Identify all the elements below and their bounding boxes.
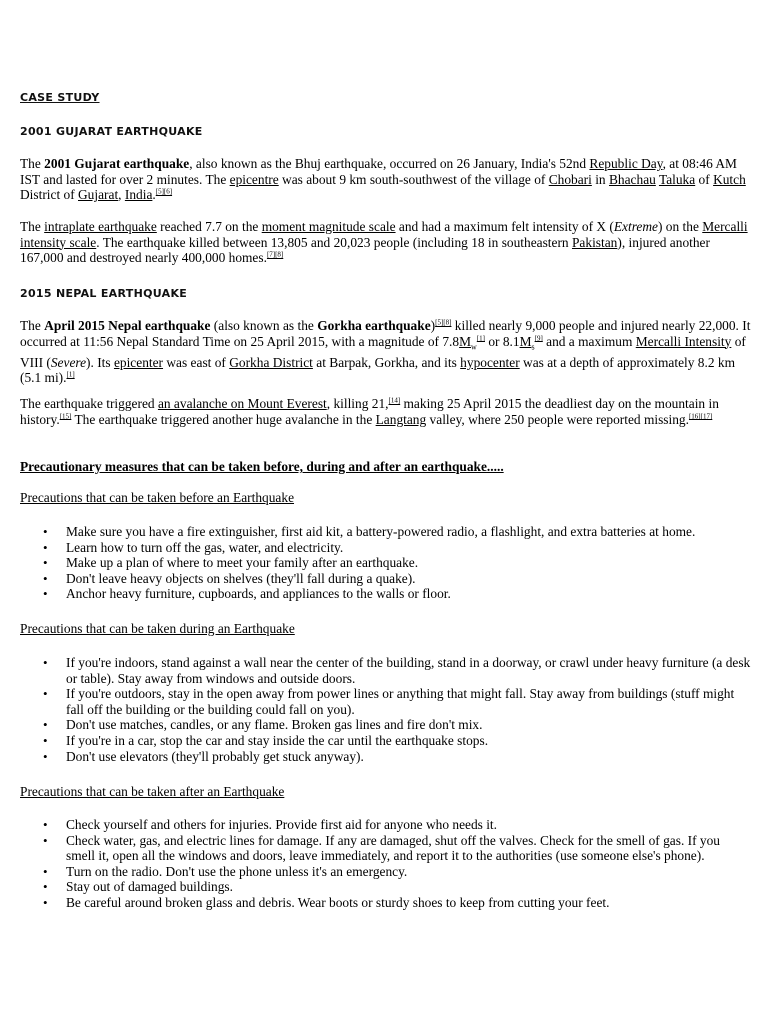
bullet-icon: • — [43, 748, 48, 764]
after-list — [20, 817, 752, 911]
list-item — [20, 864, 752, 880]
list-item — [20, 524, 752, 540]
citation — [267, 251, 283, 259]
before-list — [20, 524, 752, 602]
bullet-icon: • — [43, 586, 48, 602]
citation — [435, 319, 451, 327]
wiki-link[interactable]: M — [519, 333, 532, 349]
bullet-icon: • — [43, 524, 48, 539]
text-run: (also known as the — [210, 318, 318, 333]
during-list — [20, 655, 752, 764]
wiki-link[interactable]: India — [124, 187, 153, 203]
bullet-icon: • — [43, 555, 48, 571]
citation — [67, 371, 75, 379]
list-item-text: Stay out of damaged buildings. — [66, 879, 233, 895]
text-run: The earthquake triggered — [20, 396, 158, 411]
citation-link[interactable]: [7][8] — [266, 250, 284, 259]
text-run: valley, where 250 people were reported missing. — [426, 411, 689, 427]
text-run: , at 08:46 AM IST and lasted for over 2 minutes. The — [20, 156, 737, 187]
wiki-link[interactable]: hypocenter — [460, 354, 520, 370]
nepal-heading: 2015 NEPAL EARTHQUAKE — [20, 287, 188, 300]
bold-text: April 2015 Nepal earthquake — [44, 318, 211, 333]
wiki-link[interactable]: Taluka — [658, 171, 696, 187]
text-run: was about 9 km south-southwest of the village of — [278, 171, 549, 187]
text-run: reached 7.7 on the — [156, 219, 262, 234]
text-run: or 8.1 — [484, 333, 520, 349]
after-section-title: Precautions that can be taken after an Earthquake — [20, 784, 285, 799]
wiki-link[interactable]: Mercalli intensity scale — [20, 219, 748, 250]
gujarat-paragraph-1 — [20, 156, 752, 203]
text-run: The earthquake triggered another huge avalanche in the — [71, 411, 376, 427]
list-item — [20, 879, 752, 895]
list-item — [20, 686, 752, 717]
text-run: , also known as the Bhuj earthquake, occurred on 26 January, India's 52nd — [189, 156, 590, 171]
bullet-icon: • — [43, 817, 48, 832]
text-run: ), injured another 167,000 and destroyed nearly 400,000 homes. — [20, 234, 710, 266]
citation — [60, 412, 72, 420]
wiki-link[interactable]: moment magnitude scale — [261, 219, 396, 234]
text-run: of — [695, 171, 714, 187]
wiki-link[interactable]: Mercalli Intensity — [635, 333, 732, 349]
list-item — [20, 733, 752, 749]
gujarat-heading: 2001 GUJARAT EARTHQUAKE — [20, 125, 203, 138]
wiki-link[interactable]: M — [459, 333, 472, 349]
before-section-title: Precautions that can be taken before an Earthquake — [20, 490, 295, 505]
text-run: and had a maximum felt intensity of X ( — [395, 219, 614, 234]
wiki-link[interactable]: epicentre — [229, 171, 279, 187]
text-run: , killing 21, — [326, 396, 389, 411]
citation-link[interactable]: [15] — [59, 412, 72, 421]
bullet-icon: • — [43, 570, 48, 586]
list-item-text: Don't leave heavy objects on shelves (they'll fall during a quake). — [66, 570, 416, 586]
citation — [535, 334, 543, 342]
wiki-link[interactable]: Gujarat — [78, 187, 119, 203]
text-run: making 25 April 2015 the deadliest day on the mountain in history. — [20, 396, 719, 427]
bullet-icon: • — [43, 832, 48, 848]
subscript: w — [471, 342, 477, 352]
bold-text: 2001 Gujarat earthquake — [44, 156, 190, 171]
citation-link[interactable]: [1] — [476, 334, 485, 343]
italic-text: Severe — [50, 354, 87, 370]
text-run: ). Its — [86, 354, 114, 370]
list-item — [20, 571, 752, 587]
wiki-link[interactable]: Chobari — [548, 171, 592, 187]
citation-link[interactable]: [5][8] — [435, 318, 452, 327]
wiki-link[interactable]: Pakistan — [571, 234, 618, 250]
bullet-icon: • — [43, 539, 48, 555]
list-item-text: If you're outdoors, stay in the open away from power lines or anything that might fall. Stay away from buildings (stuff might fall off the building or the building could fall on you). — [66, 686, 735, 717]
citation — [156, 188, 172, 196]
bold-text: Gorkha earthquake — [317, 318, 431, 333]
list-item-text: Check water, gas, and electric lines for damage. If any are damaged, shut off the valves. Check for the smell of gas. If you smell it, open all the windows and doors, leave immediately, and report it to the authorities (use someone else's phone). — [66, 832, 721, 864]
text-run: . The earthquake killed between 13,805 and 20,023 people (including 18 in southeastern — [96, 234, 572, 250]
wiki-link[interactable]: Langtang — [375, 411, 427, 427]
citation — [689, 412, 712, 420]
list-item — [20, 895, 752, 911]
citation-link[interactable]: [16][17] — [688, 412, 713, 421]
subscript: s — [531, 342, 535, 352]
text-run: District of — [20, 187, 79, 203]
gujarat-paragraph-2 — [20, 219, 752, 266]
text-run: ) on the — [657, 219, 703, 234]
list-item — [20, 817, 752, 833]
list-item — [20, 555, 752, 571]
list-item-text: Turn on the radio. Don't use the phone unless it's an emergency. — [66, 863, 408, 879]
text-run: of VIII ( — [20, 333, 746, 370]
list-item — [20, 749, 752, 765]
nepal-paragraph-2 — [20, 396, 752, 427]
text-run: The — [20, 318, 45, 333]
citation-link[interactable]: [14] — [388, 396, 401, 405]
nepal-paragraph-1 — [20, 318, 752, 386]
wiki-link[interactable]: Gorkha District — [229, 354, 313, 370]
citation-link[interactable]: [5][6] — [155, 187, 173, 196]
case-study-heading: CASE STUDY — [20, 91, 100, 104]
citation — [477, 334, 485, 342]
list-item-text: Anchor heavy furniture, cupboards, and appliances to the walls or floor. — [66, 586, 451, 602]
text-run: was at a depth of approximately 8.2 km (5.1 mi). — [20, 354, 735, 386]
italic-text: Extreme — [613, 219, 658, 234]
wiki-link[interactable]: an avalanche on Mount Everest — [157, 396, 327, 411]
text-run: The — [20, 156, 45, 171]
bullet-icon: • — [43, 879, 48, 895]
list-item — [20, 833, 752, 864]
precautions-title: Precautionary measures that can be taken before, during and after an earthquake..... — [20, 459, 504, 474]
bullet-icon: • — [43, 655, 48, 670]
bullet-icon: • — [43, 717, 48, 733]
list-item-text: Check yourself and others for injuries. Provide first aid for anyone who needs it. — [66, 817, 497, 832]
list-item-text: If you're in a car, stop the car and stay inside the car until the earthquake stops. — [66, 732, 489, 748]
bullet-icon: • — [43, 863, 48, 879]
list-item — [20, 717, 752, 733]
bullet-icon: • — [43, 894, 48, 910]
wiki-link[interactable]: intraplate earthquake — [44, 219, 157, 234]
list-item-text: Don't use matches, candles, or any flame. Broken gas lines and fire don't mix. — [66, 717, 483, 733]
bullet-icon: • — [43, 686, 48, 702]
list-item — [20, 655, 752, 686]
list-item — [20, 586, 752, 602]
text-run: ) — [430, 318, 436, 333]
citation-link[interactable]: [1] — [66, 370, 75, 379]
text-run: at Barpak, Gorkha, and its — [312, 354, 461, 370]
citation — [389, 397, 401, 405]
list-item — [20, 540, 752, 556]
bullet-icon: • — [43, 732, 48, 748]
list-item-text: Learn how to turn off the gas, water, and electricity. — [66, 539, 344, 555]
text-run: and a maximum — [542, 333, 636, 349]
list-item-text: Be careful around broken glass and debris. Wear boots or sturdy shoes to keep from cutting your feet. — [66, 894, 610, 910]
list-item-text: Make sure you have a fire extinguisher, first aid kit, a battery-powered radio, a flashlight, and extra batteries at home. — [66, 524, 696, 539]
text-run: killed nearly 9,000 people and injured nearly 22,000. It occurred at 11:56 Nepal Standard Time on 25 April 2015, with a magnitude of 7.8 — [20, 318, 751, 349]
citation-link[interactable]: [9] — [534, 334, 543, 343]
wiki-link[interactable]: Bhachau — [608, 171, 656, 187]
text-run: The — [20, 219, 45, 234]
wiki-link[interactable]: Republic Day — [589, 156, 663, 171]
text-run: was east of — [163, 354, 230, 370]
list-item-text: If you're indoors, stand against a wall near the center of the building, stand in a doorway, or crawl under heavy furniture (a desk or table). Stay away from windows and outside doors. — [66, 655, 751, 686]
list-item-text: Don't use elevators (they'll probably get stuck anyway). — [66, 748, 364, 764]
text-run: . — [152, 187, 156, 203]
during-section-title: Precautions that can be taken during an Earthquake — [20, 621, 295, 636]
wiki-link[interactable]: Kutch — [713, 171, 746, 187]
list-item-text: Make up a plan of where to meet your family after an earthquake. — [66, 555, 419, 571]
text-run: in — [591, 171, 609, 187]
wiki-link[interactable]: epicenter — [113, 354, 164, 370]
text-run: , — [118, 187, 125, 203]
